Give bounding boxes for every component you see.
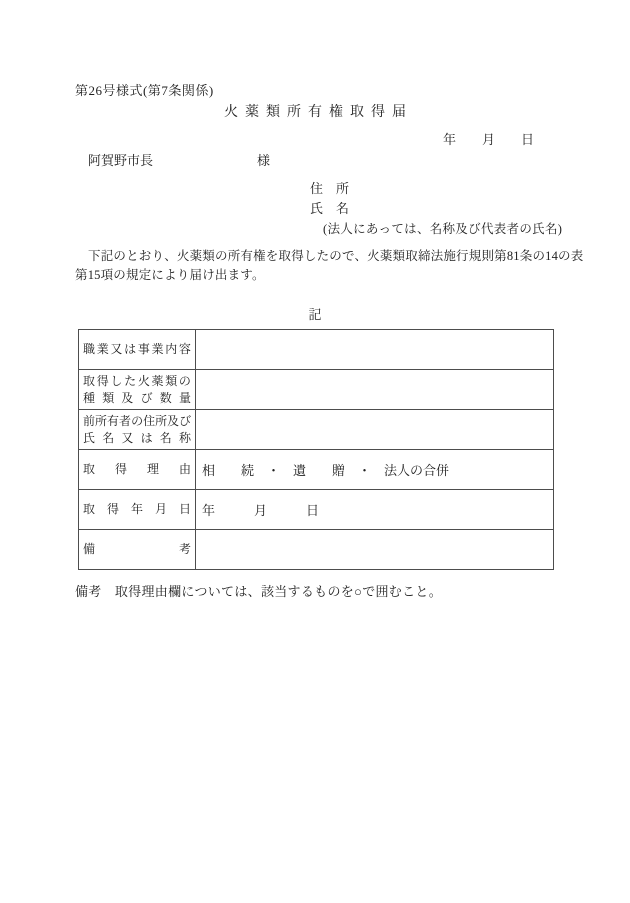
- table-row-remarks: [79, 530, 554, 570]
- body-paragraph: [75, 247, 584, 285]
- acquisition-date-value-cell: 年 月 日: [196, 490, 554, 530]
- address-label: 住 所: [310, 181, 350, 196]
- explosives-type-quantity-value-cell: [196, 370, 554, 410]
- body-paragraph-line-1: 下記のとおり、火薬類の所有権を取得したので、火薬類取締法施行規則第81条の14の表: [88, 249, 584, 263]
- body-paragraph-line-2: 第15項の規定により届け出ます。: [75, 268, 265, 282]
- addressee-row: [88, 150, 270, 169]
- table-row-acquisition-date: [79, 490, 554, 530]
- acquisition-reason-value-cell: 相 続 ・ 遺 贈 ・ 法人の合併: [196, 450, 554, 490]
- explosives-type-label-line-2: 種 類 及 び 数 量: [83, 390, 191, 405]
- record-heading: 記: [308, 307, 322, 322]
- previous-owner-label-line-2: 氏 名 又 は 名 称: [83, 430, 191, 445]
- explosives-type-quantity-label-cell: [79, 370, 196, 410]
- name-label: 氏 名: [310, 201, 350, 216]
- corporation-note: (法人にあっては、名称及び代表者の氏名): [323, 222, 563, 236]
- footnote: 備考 取得理由欄については、該当するものを○で囲むこと。: [75, 584, 442, 599]
- previous-owner-value-cell: [196, 410, 554, 450]
- remarks-label: 備 考: [83, 542, 191, 556]
- acquisition-reason-label: 取 得 理 由: [83, 462, 191, 476]
- form-number: 第26号様式(第7条関係): [75, 83, 214, 98]
- occupation-value-cell: [196, 330, 554, 370]
- explosives-type-label-line-1: 取 得 し た 火 薬 類 の: [83, 373, 191, 388]
- previous-owner-label-line-1: 前 所 有 者 の 住 所 及 び: [83, 413, 191, 428]
- table-row-occupation: [79, 330, 554, 370]
- occupation-label: 職 業 又 は 事 業 内 容: [83, 342, 191, 356]
- acquisition-reason-label-cell: [79, 450, 196, 490]
- remarks-value-cell: [196, 530, 554, 570]
- sender-block: [310, 179, 562, 239]
- occupation-label-cell: [79, 330, 196, 370]
- acquisition-date-label-cell: [79, 490, 196, 530]
- table-row-acquisition-reason: [79, 450, 554, 490]
- honorific-label: 様: [256, 153, 270, 168]
- remarks-label-cell: [79, 530, 196, 570]
- acquisition-date-label: 取 得 年 月 日: [83, 502, 191, 516]
- document-title: 火薬類所有権取得届: [224, 105, 413, 120]
- previous-owner-label-cell: [79, 410, 196, 450]
- addressee-name: 阿賀野市長: [88, 153, 154, 168]
- date-line: 年 月 日: [442, 132, 534, 147]
- table-row-previous-owner: [79, 410, 554, 450]
- notification-table: [78, 329, 554, 570]
- table-row-explosives-type-quantity: [79, 370, 554, 410]
